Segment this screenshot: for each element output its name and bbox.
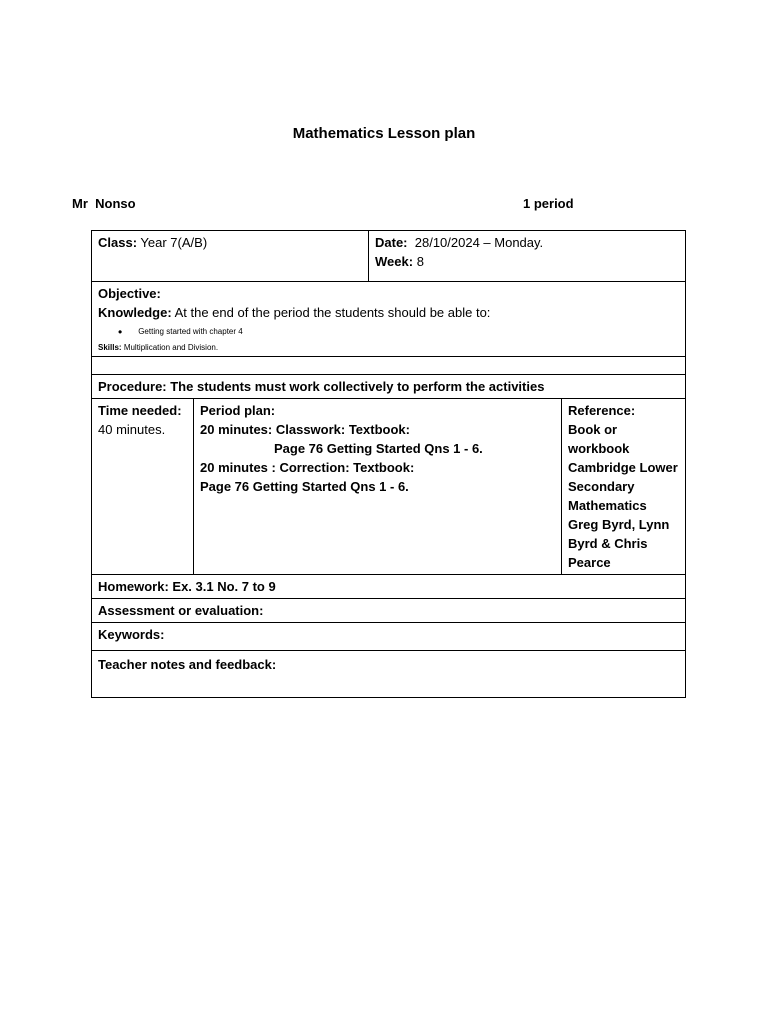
class-label: Class: [98, 235, 138, 250]
teacher-name [72, 196, 136, 211]
plan-line: Page 76 Getting Started Qns 1 - 6. [200, 479, 409, 494]
period-plan-cell [194, 399, 562, 575]
date-cell [369, 231, 686, 282]
date-value: 28/10/2024 – Monday. [414, 235, 544, 250]
skills-label: Skills: [98, 343, 122, 352]
homework-cell: Homework: Ex. 3.1 No. 7 to 9 [92, 575, 686, 599]
homework-row [92, 575, 686, 599]
knowledge-text: At the end of the period the students should be able to: [174, 305, 491, 320]
class-cell [92, 231, 369, 282]
assessment-cell: Assessment or evaluation: [92, 599, 686, 623]
objective-bullet [98, 322, 679, 342]
objective-cell [92, 282, 686, 357]
reference-label: Reference: [568, 403, 636, 418]
objective-label: Objective: [98, 286, 161, 301]
week-line [375, 252, 679, 271]
blank-row [92, 357, 686, 375]
time-value: 40 minutes. [98, 422, 166, 437]
assessment-row [92, 599, 686, 623]
skills-text: Multiplication and Division. [123, 343, 219, 352]
reference-cell [562, 399, 686, 575]
bullet-marker: • [118, 324, 123, 339]
page-title: Mathematics Lesson plan [292, 125, 476, 142]
plan-row [92, 399, 686, 575]
teacher-surname: Nonso [95, 196, 136, 211]
teacher-notes-cell: Teacher notes and feedback: [92, 651, 686, 698]
bullet-text: Getting started with chapter 4 [138, 327, 243, 336]
date-line [375, 233, 679, 252]
week-value: 8 [416, 254, 424, 269]
keywords-row [92, 623, 686, 651]
lesson-plan-table [91, 230, 686, 698]
reference-text: Book or workbook Cambridge Lower Secondary Mathematics Greg Byrd, Lynn Byrd & Chris Pearce [568, 422, 678, 570]
date-label: Date: [375, 235, 408, 250]
knowledge-label: Knowledge: [98, 305, 172, 320]
period-count: 1 period [523, 196, 574, 211]
procedure-row [92, 375, 686, 399]
plan-line: 20 minutes: Classwork: Textbook: [200, 422, 410, 437]
teacher-prefix: Mr [72, 196, 88, 211]
procedure-cell: Procedure: The students must work collectively to perform the activities [92, 375, 686, 399]
blank-cell [92, 357, 686, 375]
time-cell [92, 399, 194, 575]
objective-row [92, 282, 686, 357]
plan-line: Page 76 Getting Started Qns 1 - 6. [274, 441, 483, 456]
week-label: Week: [375, 254, 414, 269]
teacher-notes-row [92, 651, 686, 698]
class-date-row [92, 231, 686, 282]
skills-line [98, 342, 679, 354]
knowledge-line [98, 303, 679, 322]
keywords-cell: Keywords: [92, 623, 686, 651]
period-plan-label: Period plan: [200, 403, 276, 418]
class-value: Year 7(A/B) [140, 235, 208, 250]
time-label: Time needed: [98, 403, 182, 418]
plan-line: 20 minutes : Correction: Textbook: [200, 460, 415, 475]
